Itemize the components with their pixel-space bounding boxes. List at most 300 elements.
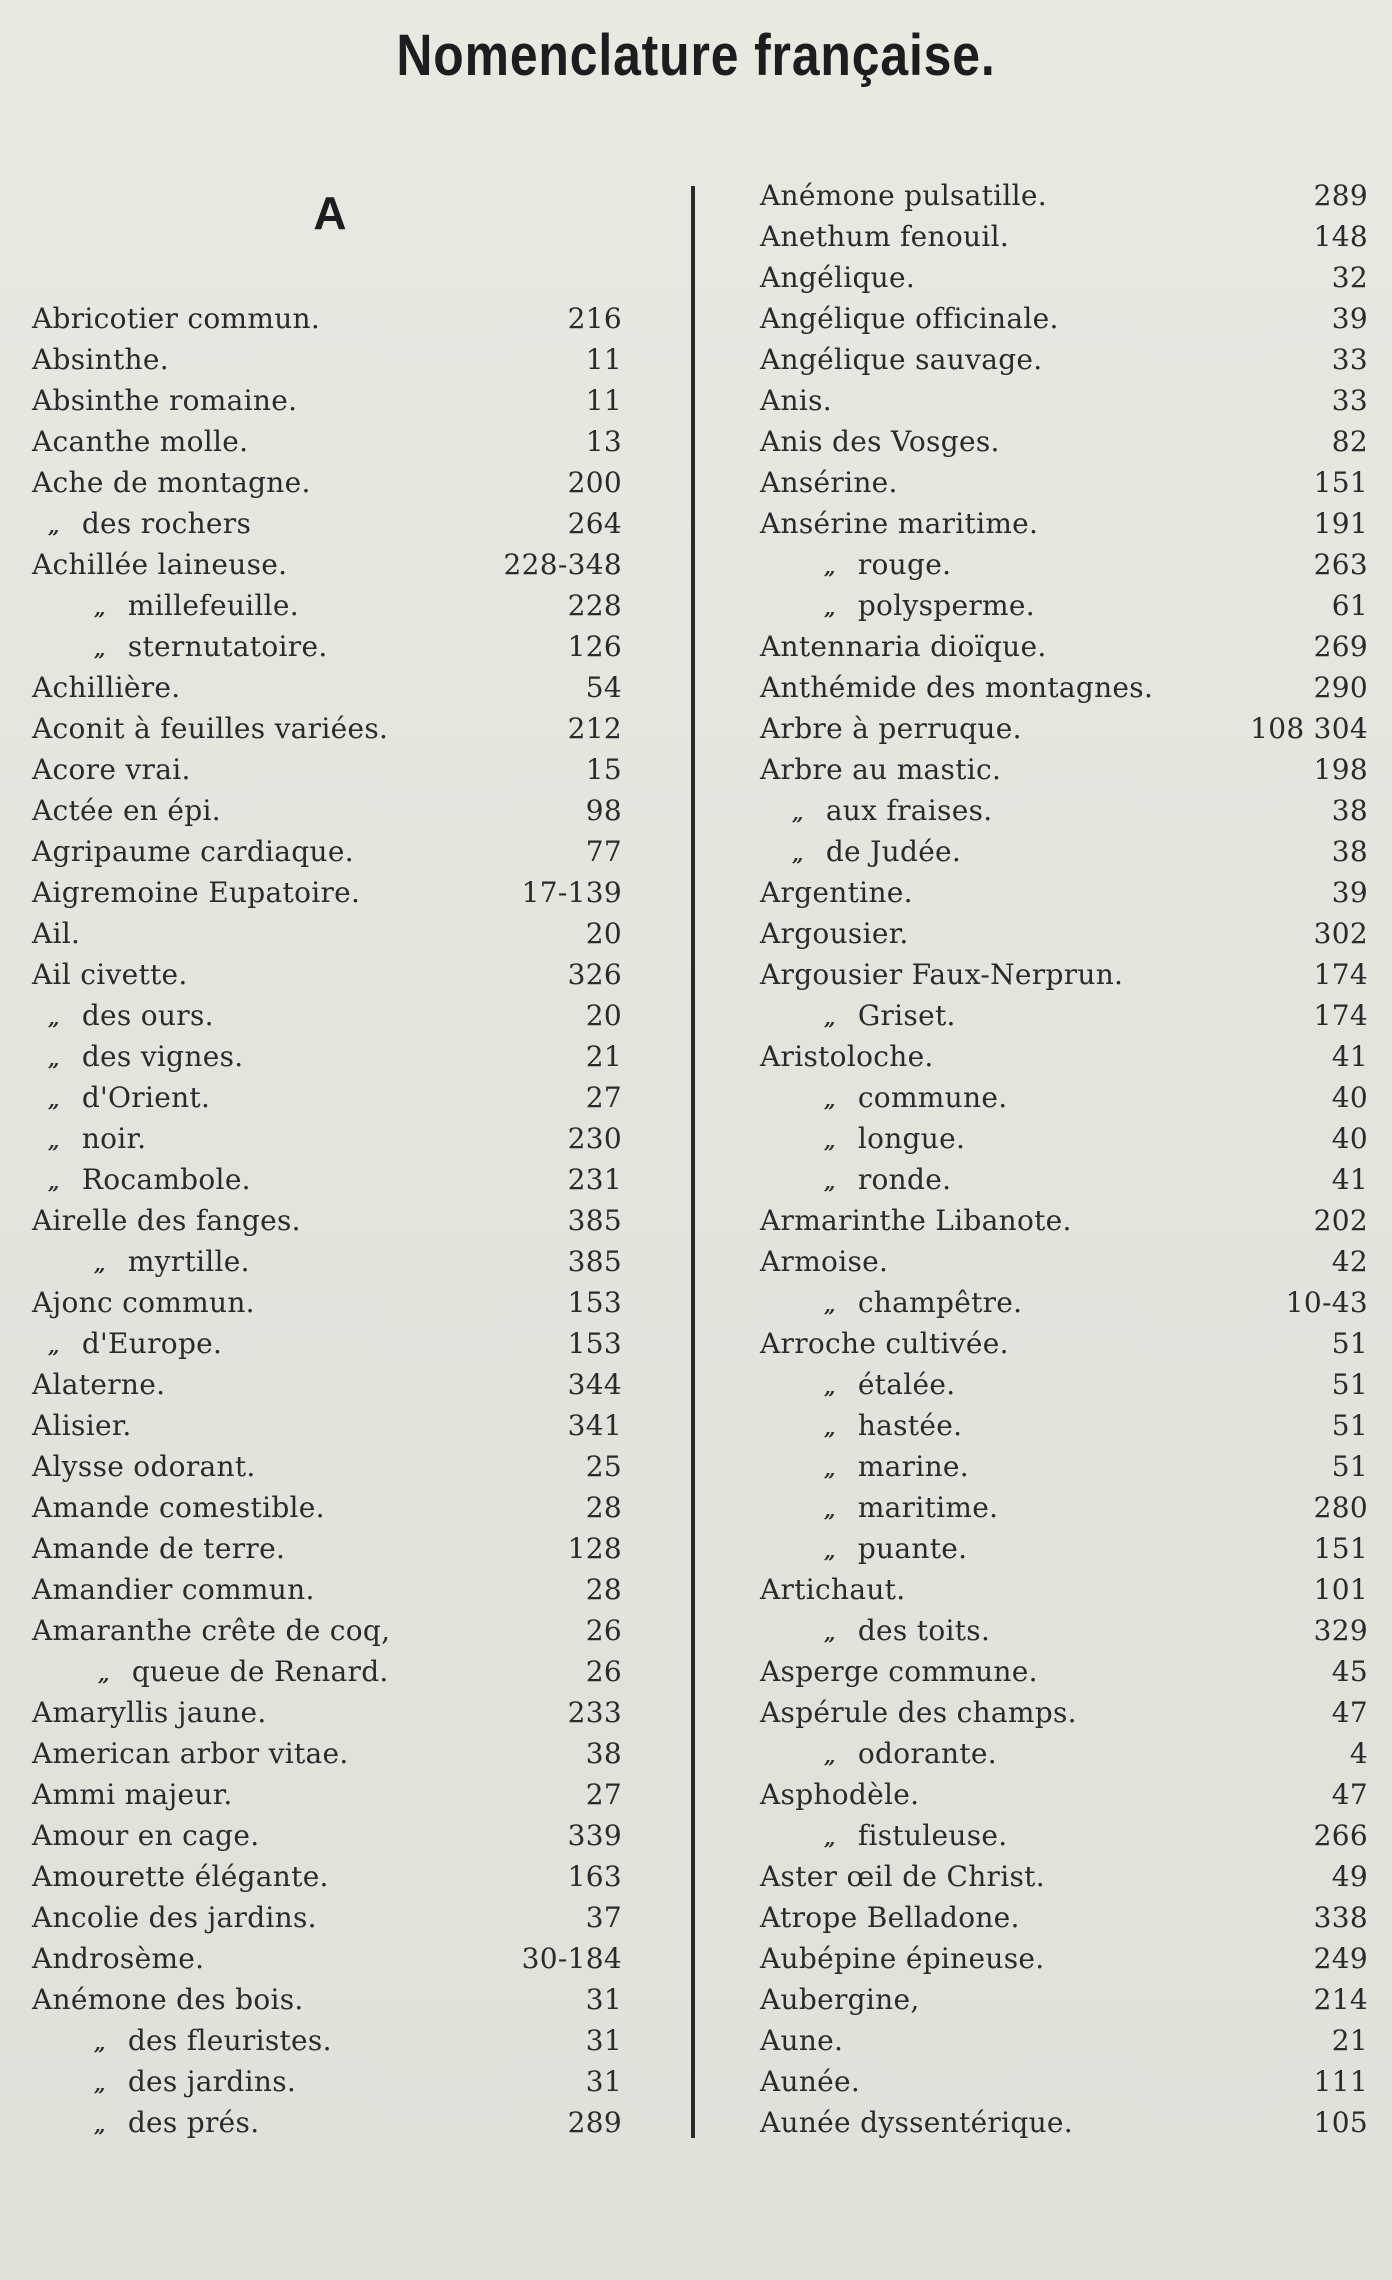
- page-title: Nomenclature française.: [396, 23, 996, 88]
- entry-page-number: 105: [1313, 2106, 1368, 2139]
- entry-page-number: 128: [567, 1532, 622, 1565]
- index-entry: [32, 1323, 622, 1364]
- index-entry: [32, 1036, 622, 1077]
- ditto-mark: „: [94, 2072, 106, 2096]
- entry-name: Armarinthe Libanote.: [760, 1204, 1072, 1237]
- index-entry: [32, 380, 622, 421]
- entry-page-number: 266: [1313, 1819, 1368, 1852]
- index-entry: [760, 1651, 1368, 1692]
- entry-page-number: 17-139: [521, 876, 622, 909]
- entry-name: des rochers: [81, 507, 252, 540]
- entry-name: Amaranthe crête de coq,: [32, 1614, 391, 1647]
- index-entry: [32, 1159, 622, 1200]
- entry-name: des vignes.: [81, 1040, 244, 1073]
- ditto-mark: „: [48, 1088, 60, 1112]
- entry-page-number: 269: [1313, 630, 1368, 663]
- index-entry: [760, 1364, 1368, 1405]
- entry-page-number: 39: [1331, 876, 1368, 909]
- entry-page-number: 98: [585, 794, 622, 827]
- index-entry: [32, 872, 622, 913]
- entry-name: Argousier.: [760, 917, 909, 950]
- index-entry: [32, 1241, 622, 1282]
- index-entry: [760, 749, 1368, 790]
- entry-page-number: 198: [1313, 753, 1368, 786]
- ditto-mark: „: [48, 1170, 60, 1194]
- index-entry: [32, 1938, 622, 1979]
- entry-name: Armoise.: [760, 1245, 889, 1278]
- entry-name: American arbor vitae.: [32, 1737, 349, 1770]
- entry-name: Androsème.: [32, 1942, 205, 1975]
- entry-name: des jardins.: [127, 2065, 297, 2098]
- entry-name: Achillée laineuse.: [32, 548, 288, 581]
- index-entry: [760, 257, 1368, 298]
- index-entry: [760, 380, 1368, 421]
- entry-name: Ansérine.: [760, 466, 898, 499]
- entry-page-number: 51: [1331, 1450, 1368, 1483]
- entry-page-number: 249: [1313, 1942, 1368, 1975]
- index-entry: [760, 913, 1368, 954]
- index-entry: [32, 1692, 622, 1733]
- entry-name: fistuleuse.: [857, 1819, 1008, 1852]
- entry-page-number: 13: [585, 425, 622, 458]
- entry-name: Alaterne.: [32, 1368, 166, 1401]
- ditto-mark: „: [824, 1416, 836, 1440]
- entry-name: d'Orient.: [81, 1081, 211, 1114]
- entry-page-number: 41: [1331, 1040, 1368, 1073]
- ditto-mark: „: [792, 842, 804, 866]
- entry-name: Achillière.: [32, 671, 181, 704]
- ditto-mark: „: [824, 1375, 836, 1399]
- entry-name: Angélique officinale.: [760, 302, 1059, 335]
- index-entry: [760, 1856, 1368, 1897]
- index-entry: [32, 749, 622, 790]
- entry-page-number: 82: [1331, 425, 1368, 458]
- entry-name: Ancolie des jardins.: [32, 1901, 317, 1934]
- entry-page-number: 26: [585, 1655, 622, 1688]
- index-entry: [32, 626, 622, 667]
- entry-page-number: 49: [1331, 1860, 1368, 1893]
- entry-name: Ail.: [32, 917, 81, 950]
- index-entry: [760, 1733, 1368, 1774]
- entry-name: Aunée dyssentérique.: [760, 2106, 1074, 2139]
- entry-page-number: 200: [567, 466, 622, 499]
- entry-page-number: 42: [1331, 1245, 1368, 1278]
- entry-page-number: 61: [1331, 589, 1368, 622]
- entry-page-number: 31: [585, 2065, 622, 2098]
- entry-name: Antennaria dioïque.: [760, 630, 1047, 663]
- entry-page-number: 37: [585, 1901, 622, 1934]
- index-entry: [760, 503, 1368, 544]
- ditto-mark: „: [48, 514, 60, 538]
- index-entry: [32, 1979, 622, 2020]
- entry-page-number: 26: [585, 1614, 622, 1647]
- index-entry: [760, 1692, 1368, 1733]
- index-entry: [32, 1733, 622, 1774]
- index-entry: [760, 1200, 1368, 1241]
- index-entry: [760, 1528, 1368, 1569]
- index-entry: [32, 790, 622, 831]
- index-entry: [32, 913, 622, 954]
- entry-page-number: 151: [1313, 466, 1368, 499]
- index-entry: [760, 1405, 1368, 1446]
- entry-page-number: 40: [1331, 1122, 1368, 1155]
- entry-name: Argentine.: [760, 876, 913, 909]
- entry-page-number: 4: [1349, 1737, 1368, 1770]
- entry-page-number: 15: [585, 753, 622, 786]
- entry-name: Aigremoine Eupatoire.: [32, 876, 361, 909]
- entry-name: noir.: [81, 1122, 147, 1155]
- entry-name: Absinthe romaine.: [32, 384, 298, 417]
- entry-name: Ansérine maritime.: [760, 507, 1039, 540]
- entry-page-number: 153: [567, 1286, 622, 1319]
- entry-name: puante.: [857, 1532, 968, 1565]
- entry-name: Acanthe molle.: [32, 425, 249, 458]
- entry-name: Absinthe.: [32, 343, 169, 376]
- entry-name: commune.: [857, 1081, 1008, 1114]
- ditto-mark: „: [824, 1293, 836, 1317]
- index-entry: [32, 421, 622, 462]
- entry-page-number: 10-43: [1285, 1286, 1368, 1319]
- index-entry: [32, 1856, 622, 1897]
- entry-name: Anémone des bois.: [32, 1983, 304, 2016]
- index-entry: [760, 1077, 1368, 1118]
- column-divider: [691, 186, 695, 2138]
- entry-page-number: 31: [585, 2024, 622, 2057]
- index-entry: [760, 1241, 1368, 1282]
- entry-page-number: 51: [1331, 1327, 1368, 1360]
- entry-page-number: 108 304: [1250, 712, 1368, 745]
- index-entry: [760, 1282, 1368, 1323]
- ditto-mark: „: [48, 1006, 60, 1030]
- entry-name: champêtre.: [857, 1286, 1023, 1319]
- entry-page-number: 290: [1313, 671, 1368, 704]
- entry-page-number: 39: [1331, 302, 1368, 335]
- entry-name: maritime.: [857, 1491, 999, 1524]
- entry-page-number: 385: [567, 1204, 622, 1237]
- entry-page-number: 153: [567, 1327, 622, 1360]
- entry-page-number: 126: [567, 630, 622, 663]
- index-entry: [760, 298, 1368, 339]
- entry-name: longue.: [857, 1122, 966, 1155]
- entry-name: polysperme.: [857, 589, 1035, 622]
- index-entry: [760, 1446, 1368, 1487]
- entry-name: Amaryllis jaune.: [32, 1696, 267, 1729]
- index-entry: [32, 544, 622, 585]
- index-entry: [32, 1487, 622, 1528]
- entry-name: Anethum fenouil.: [760, 220, 1010, 253]
- entry-name: Aspérule des champs.: [760, 1696, 1077, 1729]
- index-entry: [32, 298, 622, 339]
- entry-page-number: 30-184: [521, 1942, 622, 1975]
- index-entry: [760, 1610, 1368, 1651]
- entry-name: sternutatoire.: [127, 630, 328, 663]
- index-entry: [760, 626, 1368, 667]
- entry-name: Rocambole.: [81, 1163, 251, 1196]
- entry-page-number: 31: [585, 1983, 622, 2016]
- index-entry: [32, 1815, 622, 1856]
- entry-page-number: 41: [1331, 1163, 1368, 1196]
- entry-page-number: 32: [1331, 261, 1368, 294]
- index-entry: [760, 831, 1368, 872]
- entry-page-number: 20: [585, 917, 622, 950]
- ditto-mark: „: [94, 2031, 106, 2055]
- entry-page-number: 77: [585, 835, 622, 868]
- entry-name: aux fraises.: [825, 794, 993, 827]
- entry-name: Ammi majeur.: [32, 1778, 233, 1811]
- entry-page-number: 101: [1313, 1573, 1368, 1606]
- entry-name: myrtille.: [127, 1245, 250, 1278]
- entry-page-number: 51: [1331, 1368, 1368, 1401]
- index-entry: [760, 2020, 1368, 2061]
- entry-page-number: 214: [1313, 1983, 1368, 2016]
- index-entry: [760, 2102, 1368, 2143]
- ditto-mark: „: [48, 1334, 60, 1358]
- entry-page-number: 233: [567, 1696, 622, 1729]
- index-entry: [32, 1446, 622, 1487]
- entry-name: Aune.: [760, 2024, 844, 2057]
- entry-name: Aconit à feuilles variées.: [32, 712, 389, 745]
- entry-page-number: 385: [567, 1245, 622, 1278]
- entry-name: des toits.: [857, 1614, 991, 1647]
- index-entry: [32, 1774, 622, 1815]
- index-entry: [760, 1487, 1368, 1528]
- entry-name: Abricotier commun.: [32, 302, 321, 335]
- entry-name: des ours.: [81, 999, 214, 1032]
- ditto-mark: „: [824, 1088, 836, 1112]
- entry-page-number: 54: [585, 671, 622, 704]
- index-entry: [760, 1815, 1368, 1856]
- index-entry: [32, 1569, 622, 1610]
- entry-page-number: 163: [567, 1860, 622, 1893]
- entry-page-number: 338: [1313, 1901, 1368, 1934]
- index-entry: [760, 462, 1368, 503]
- entry-page-number: 151: [1313, 1532, 1368, 1565]
- entry-page-number: 28: [585, 1573, 622, 1606]
- entry-name: Actée en épi.: [32, 794, 221, 827]
- entry-name: odorante.: [857, 1737, 997, 1770]
- entry-page-number: 228: [567, 589, 622, 622]
- ditto-mark: „: [824, 1006, 836, 1030]
- ditto-mark: „: [94, 596, 106, 620]
- index-entry: [760, 1979, 1368, 2020]
- entry-page-number: 21: [1331, 2024, 1368, 2057]
- entry-name: ronde.: [857, 1163, 952, 1196]
- entry-name: Arbre au mastic.: [760, 753, 1002, 786]
- ditto-mark: „: [48, 1129, 60, 1153]
- index-entry: [760, 954, 1368, 995]
- entry-page-number: 263: [1313, 548, 1368, 581]
- entry-page-number: 45: [1331, 1655, 1368, 1688]
- entry-page-number: 341: [567, 1409, 622, 1442]
- entry-page-number: 27: [585, 1778, 622, 1811]
- entry-name: Anémone pulsatille.: [760, 179, 1047, 212]
- entry-page-number: 38: [585, 1737, 622, 1770]
- entry-name: d'Europe.: [81, 1327, 223, 1360]
- entry-name: des fleuristes.: [127, 2024, 332, 2057]
- entry-name: Acore vrai.: [32, 753, 191, 786]
- ditto-mark: „: [94, 1252, 106, 1276]
- entry-page-number: 191: [1313, 507, 1368, 540]
- index-entry: [32, 1200, 622, 1241]
- index-entry: [32, 995, 622, 1036]
- entry-name: Anis.: [760, 384, 832, 417]
- entry-page-number: 329: [1313, 1614, 1368, 1647]
- index-entry: [760, 1897, 1368, 1938]
- entry-name: étalée.: [857, 1368, 956, 1401]
- entry-name: rouge.: [857, 548, 952, 581]
- entry-name: queue de Renard.: [131, 1655, 389, 1688]
- index-entry: [32, 954, 622, 995]
- index-entry: [32, 2020, 622, 2061]
- entry-page-number: 111: [1313, 2065, 1368, 2098]
- entry-name: Airelle des fanges.: [32, 1204, 301, 1237]
- ditto-mark: „: [824, 1744, 836, 1768]
- entry-page-number: 231: [567, 1163, 622, 1196]
- entry-name: Anthémide des montagnes.: [760, 671, 1154, 704]
- index-column-left: [32, 298, 622, 2143]
- entry-name: Aunée.: [760, 2065, 861, 2098]
- entry-name: Ajonc commun.: [32, 1286, 255, 1319]
- ditto-mark: „: [824, 1539, 836, 1563]
- section-letter: A: [313, 187, 347, 239]
- ditto-mark: „: [792, 801, 804, 825]
- index-entry: [32, 1610, 622, 1651]
- index-entry: [32, 1077, 622, 1118]
- ditto-mark: „: [48, 1047, 60, 1071]
- index-entry: [32, 462, 622, 503]
- entry-page-number: 228-348: [503, 548, 622, 581]
- entry-name: Artichaut.: [760, 1573, 906, 1606]
- entry-page-number: 212: [567, 712, 622, 745]
- entry-page-number: 51: [1331, 1409, 1368, 1442]
- entry-page-number: 216: [567, 302, 622, 335]
- entry-page-number: 27: [585, 1081, 622, 1114]
- entry-page-number: 339: [567, 1819, 622, 1852]
- entry-name: Asphodèle.: [760, 1778, 920, 1811]
- index-entry: [760, 872, 1368, 913]
- index-entry: [760, 1938, 1368, 1979]
- index-entry: [760, 1569, 1368, 1610]
- index-entry: [32, 585, 622, 626]
- ditto-mark: „: [824, 555, 836, 579]
- index-entry: [760, 995, 1368, 1036]
- entry-name: Alisier.: [32, 1409, 132, 1442]
- entry-page-number: 25: [585, 1450, 622, 1483]
- index-entry: [32, 1282, 622, 1323]
- entry-page-number: 33: [1331, 343, 1368, 376]
- ditto-mark: „: [824, 1457, 836, 1481]
- entry-name: Argousier Faux-Nerprun.: [760, 958, 1124, 991]
- ditto-mark: „: [824, 1621, 836, 1645]
- index-entry: [760, 1036, 1368, 1077]
- entry-name: Amandier commun.: [32, 1573, 315, 1606]
- index-entry: [32, 1364, 622, 1405]
- entry-page-number: 47: [1331, 1778, 1368, 1811]
- entry-name: Agripaume cardiaque.: [32, 835, 354, 868]
- entry-name: Amourette élégante.: [32, 1860, 329, 1893]
- entry-page-number: 21: [585, 1040, 622, 1073]
- entry-page-number: 289: [567, 2106, 622, 2139]
- entry-name: Angélique.: [760, 261, 916, 294]
- index-entry: [760, 1118, 1368, 1159]
- entry-name: Angélique sauvage.: [760, 343, 1043, 376]
- entry-page-number: 174: [1313, 999, 1368, 1032]
- index-entry: [32, 708, 622, 749]
- ditto-mark: „: [824, 1129, 836, 1153]
- entry-name: des prés.: [127, 2106, 260, 2139]
- entry-page-number: 33: [1331, 384, 1368, 417]
- index-entry: [32, 2102, 622, 2143]
- index-entry: [32, 1897, 622, 1938]
- entry-page-number: 280: [1313, 1491, 1368, 1524]
- entry-name: Anis des Vosges.: [760, 425, 1000, 458]
- index-entry: [32, 1528, 622, 1569]
- index-entry: [760, 1774, 1368, 1815]
- entry-page-number: 174: [1313, 958, 1368, 991]
- entry-name: Griset.: [857, 999, 956, 1032]
- index-entry: [32, 503, 622, 544]
- index-entry: [760, 708, 1368, 749]
- entry-page-number: 344: [567, 1368, 622, 1401]
- entry-name: Atrope Belladone.: [760, 1901, 1020, 1934]
- entry-name: Ache de montagne.: [32, 466, 311, 499]
- entry-name: Aster œil de Christ.: [760, 1860, 1045, 1893]
- index-entry: [760, 175, 1368, 216]
- entry-page-number: 202: [1313, 1204, 1368, 1237]
- entry-name: de Judée.: [825, 835, 962, 868]
- entry-page-number: 20: [585, 999, 622, 1032]
- ditto-mark: „: [824, 596, 836, 620]
- entry-name: Alysse odorant.: [32, 1450, 256, 1483]
- ditto-mark: „: [824, 1826, 836, 1850]
- index-entry: [32, 339, 622, 380]
- entry-name: Asperge commune.: [760, 1655, 1038, 1688]
- entry-name: Arbre à perruque.: [760, 712, 1022, 745]
- entry-page-number: 326: [567, 958, 622, 991]
- entry-page-number: 264: [567, 507, 622, 540]
- entry-page-number: 28: [585, 1491, 622, 1524]
- ditto-mark: „: [98, 1662, 110, 1686]
- index-entry: [760, 790, 1368, 831]
- index-entry: [760, 421, 1368, 462]
- ditto-mark: „: [94, 637, 106, 661]
- entry-page-number: 40: [1331, 1081, 1368, 1114]
- index-column-right: [760, 175, 1368, 2143]
- entry-page-number: 230: [567, 1122, 622, 1155]
- index-entry: [760, 1323, 1368, 1364]
- index-entry: [32, 1118, 622, 1159]
- index-entry: [760, 2061, 1368, 2102]
- entry-name: Amour en cage.: [32, 1819, 260, 1852]
- entry-name: Ail civette.: [32, 958, 188, 991]
- entry-name: Amande de terre.: [32, 1532, 286, 1565]
- index-entry: [760, 667, 1368, 708]
- entry-page-number: 11: [585, 384, 622, 417]
- entry-name: hastée.: [857, 1409, 963, 1442]
- entry-name: Aubépine épineuse.: [760, 1942, 1045, 1975]
- entry-name: millefeuille.: [127, 589, 300, 622]
- entry-name: marine.: [857, 1450, 970, 1483]
- ditto-mark: „: [94, 2113, 106, 2137]
- entry-page-number: 11: [585, 343, 622, 376]
- entry-page-number: 289: [1313, 179, 1368, 212]
- entry-name: Aristoloche.: [760, 1040, 934, 1073]
- index-entry: [760, 544, 1368, 585]
- ditto-mark: „: [824, 1498, 836, 1522]
- index-entry: [760, 339, 1368, 380]
- index-entry: [32, 1651, 622, 1692]
- entry-name: Aubergine,: [760, 1983, 920, 2016]
